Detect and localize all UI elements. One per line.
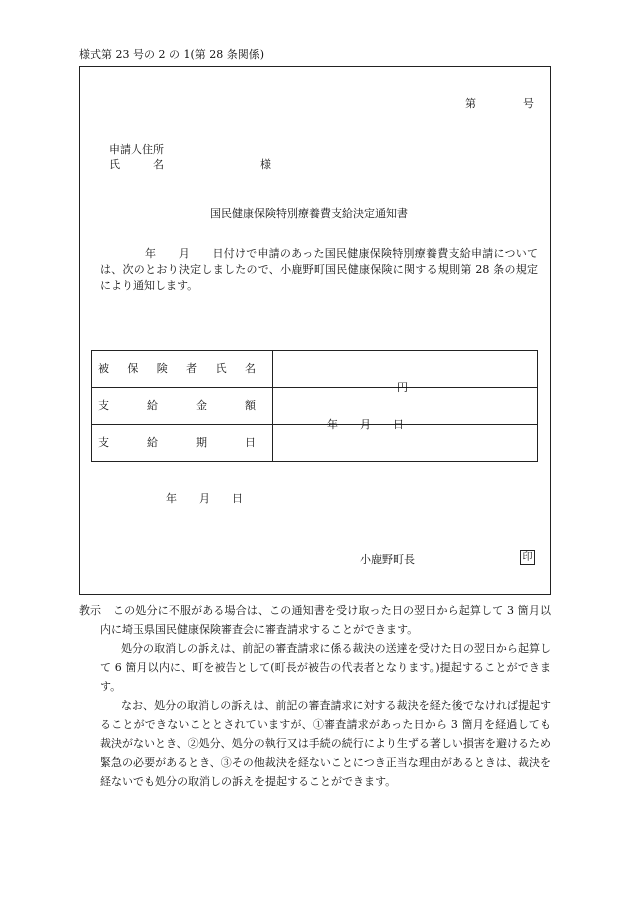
label-char: 者 (186, 362, 198, 376)
label-char: 給 (147, 399, 158, 413)
table-row (92, 351, 538, 388)
form-number-label: 様式第 23 号の 2 の 1(第 28 条関係) (79, 48, 265, 61)
label-char: 支 (98, 399, 109, 413)
label-char: 期 (196, 436, 207, 450)
label-spread (98, 398, 256, 413)
document-title: 国民健康保険特別療養費支給決定通知書 (210, 207, 408, 220)
instruction-text: なお、処分の取消しの訴えは、前記の審査請求に対する裁決を経た後でなければ提起することができないこととされていますが、①審査請求があった日から 3 箇月を経過しても裁決がないとき、②処分、処分の執行又は手続の続行により生ずる著しい損害を避けるため緊急の必要があるとき、③その他裁決を経ないことにつき正当な理由があるときは、裁決を経ないでも処分の取消しの訴えを提起することができます。 (100, 699, 551, 788)
instruction-section (79, 601, 551, 791)
instruction-paragraph (79, 696, 551, 791)
seal-stamp: 印 (520, 550, 535, 565)
issuer-mayor: 小鹿野町長 (360, 553, 415, 566)
yen-unit: 円 (397, 381, 408, 394)
payment-amount-value (273, 381, 538, 425)
label-char: 額 (245, 399, 256, 413)
table-row (92, 425, 538, 462)
table-row (92, 388, 538, 425)
insured-name-label (92, 351, 273, 388)
label-char: 険 (156, 362, 168, 376)
honorific-label: 様 (260, 158, 271, 171)
applicant-address-label: 申請人住所 (109, 143, 164, 156)
payment-info-table (91, 350, 538, 462)
notice-body-text: 年 月 日付けで申請のあった国民健康保険特別療養費支給申請については、次のとおり決定しましたので、小鹿野町国民健康保険に関する規則第 28 条の規定により通知します。 (100, 247, 538, 292)
document-number-suffix: 号 (523, 97, 534, 110)
payment-date-text: 年 月 日 (327, 418, 404, 431)
label-char: 保 (127, 362, 139, 376)
label-char: 被 (98, 362, 109, 376)
label-char: 名 (244, 362, 256, 376)
instruction-paragraph (79, 639, 551, 696)
label-spread (98, 435, 256, 450)
applicant-name-label: 氏 名 (109, 158, 164, 171)
payment-date-label (92, 425, 273, 462)
instruction-text (100, 601, 551, 639)
payment-amount-label (92, 388, 273, 425)
document-number-label: 第 (465, 97, 476, 110)
label-char: 日 (245, 436, 256, 450)
instruction-heading: 教示 (79, 604, 101, 617)
instruction-paragraph-text: この処分に不服がある場合は、この通知書を受け取った日の翌日から起算して 3 箇月以内に埼玉県国民健康保険審査会に審査請求することができます。 (100, 604, 551, 636)
label-char: 金 (196, 399, 207, 413)
notice-date-line: 年 月 日 (166, 492, 243, 505)
label-char: 支 (98, 436, 109, 450)
payment-date-value (273, 418, 538, 462)
label-char: 給 (147, 436, 158, 450)
label-spread (98, 361, 256, 376)
instruction-text: 処分の取消しの訴えは、前記の審査請求に係る裁決の送達を受けた日の翌日から起算して 6 箇月以内に、町を被告として(町長が被告の代表者となります。)提起することができます。 (100, 642, 551, 693)
instruction-paragraph (79, 601, 551, 639)
label-char: 氏 (215, 362, 227, 376)
